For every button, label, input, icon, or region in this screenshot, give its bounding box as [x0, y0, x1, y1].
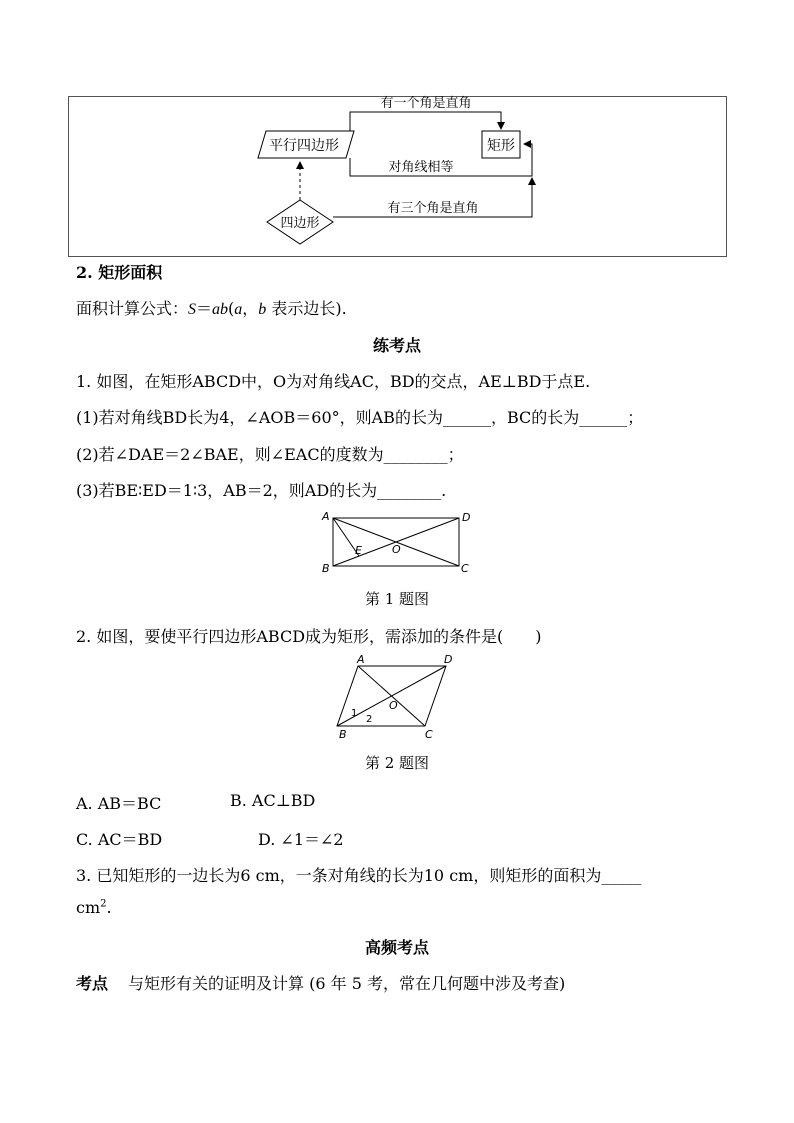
label-E: E: [355, 544, 362, 557]
label-D: D: [444, 653, 453, 666]
rectangle-label: 矩形: [487, 138, 515, 154]
formula-prefix: 面积计算公式：: [76, 299, 189, 318]
high-freq-title: 高频考点: [364, 938, 429, 957]
label-C: C: [461, 562, 469, 575]
label-B: B: [339, 728, 347, 741]
formula-paren: (: [228, 299, 235, 318]
middle-condition: 对角线相等: [388, 160, 454, 175]
figure-2: [333, 652, 463, 741]
formula-a: a: [234, 301, 243, 318]
quadrilateral-label: 四边形: [280, 216, 320, 231]
section-heading: 2. 矩形面积: [76, 263, 163, 282]
parallelogram-label: 平行四边形: [269, 138, 339, 154]
q3-line1: 3. 已知矩形的一边长为6 cm，一条对角线的长为10 cm，则矩形的面积为_____: [76, 866, 642, 885]
figure-1: [318, 508, 478, 578]
label-B: B: [322, 562, 330, 575]
practice-title: 练考点: [372, 336, 421, 355]
label-C: C: [425, 728, 433, 741]
flowchart-diagram: [0, 0, 794, 270]
label-A: A: [322, 510, 330, 523]
formula-comma: ，: [242, 299, 259, 318]
q1-part1: (1)若对角线BD长为4，∠AOB＝60°，则AB的长为______，BC的长为______；: [76, 408, 644, 427]
q1-part2: (2)若∠DAE＝2∠BAE，则∠EAC的度数为________；: [76, 445, 464, 464]
option-c: C. AC＝BD: [76, 830, 163, 849]
option-d: D. ∠1＝∠2: [258, 830, 344, 849]
q3-unit-exponent: 2: [100, 898, 107, 910]
topic-text: 与矩形有关的证明及计算 (6 年 5 考，常在几何题中涉及考查): [128, 974, 566, 993]
option-a: A. AB＝BC: [76, 794, 162, 813]
formula-b: b: [258, 301, 267, 318]
q1-part3: (3)若BE∶ED＝1∶3，AB＝2，则AD的长为________.: [76, 481, 447, 500]
figure-2-caption: 第 2 题图: [364, 754, 430, 772]
q3-line2: [76, 898, 112, 917]
figure-1-caption: 第 1 题图: [364, 590, 430, 608]
formula-ab: ab: [212, 301, 229, 318]
q3-period: .: [106, 898, 112, 917]
q1-intro: 1. 如图，在矩形ABCD中，O为对角线AC，BD的交点，AE⊥BD于点E.: [76, 372, 591, 391]
angle-1-label: 1: [351, 708, 358, 719]
bottom-condition: 有三个角是直角: [387, 201, 479, 216]
area-formula: [76, 296, 347, 319]
angle-2-label: 2: [366, 714, 373, 725]
top-arrow: [350, 112, 501, 131]
formula-S: S: [188, 301, 197, 318]
topic-label: 考点: [76, 974, 109, 993]
label-O: O: [392, 543, 401, 556]
topic-line: [76, 971, 565, 994]
q3-unit: cm: [76, 898, 101, 917]
option-b: B. AC⊥BD: [230, 791, 316, 810]
label-O: O: [389, 699, 398, 712]
q2-intro: 2. 如图，要使平行四边形ABCD成为矩形，需添加的条件是( ): [76, 627, 542, 646]
label-D: D: [462, 511, 471, 524]
label-A: A: [357, 653, 365, 666]
top-condition: 有一个角是直角: [380, 96, 472, 111]
formula-suffix: 表示边长).: [266, 299, 347, 318]
formula-eq: ＝: [196, 299, 213, 318]
